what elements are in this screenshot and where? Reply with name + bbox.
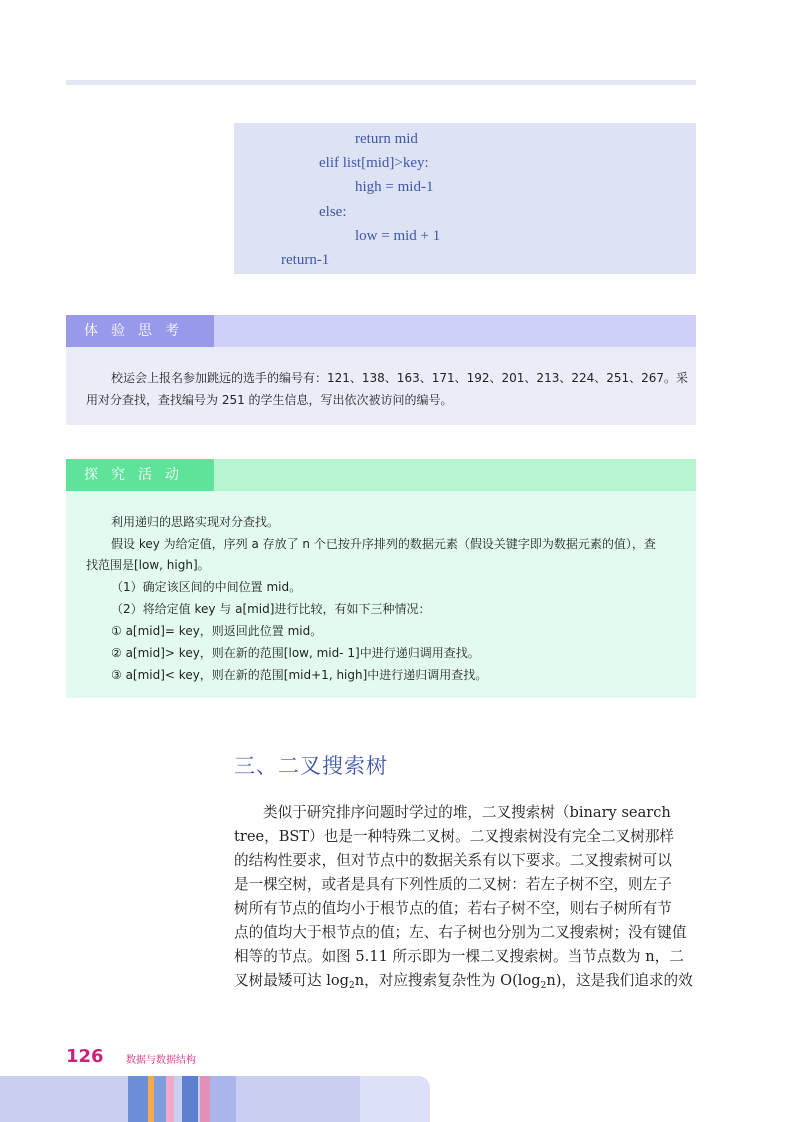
explore-label: 探究活动	[66, 459, 214, 491]
explore-text-line: ① a[mid]= key，则返回此位置 mid。	[111, 624, 323, 638]
paragraph-text: 叉树最矮可达 log	[234, 972, 349, 989]
footer-stripe	[128, 1076, 148, 1122]
code-line: high = mid-1	[355, 179, 434, 195]
explore-text-line: 假设 key 为给定值，序列 a 存放了 n 个已按升序排列的数据元素（假设关键字即为数据元素的值），查	[111, 537, 656, 551]
page-number: 126	[66, 1046, 104, 1067]
explore-text-line: （1）确定该区间的中间位置 mid。	[111, 580, 302, 594]
code-line: low = mid + 1	[355, 228, 441, 244]
book-title: 数据与数据结构	[126, 1055, 196, 1066]
explore-text-line: ③ a[mid]< key，则在新的范围[mid+1, high]中进行递归调用查找。	[111, 668, 488, 682]
explore-text-line: 利用递归的思路实现对分查找。	[111, 515, 280, 529]
explore-header	[66, 459, 696, 491]
code-line: else:	[319, 204, 347, 220]
paragraph-text: n)，这是我们追求的效	[546, 972, 693, 989]
paragraph-line: 类似于研究排序问题时学过的堆，二叉搜索树（binary search	[263, 804, 671, 821]
experience-header	[66, 315, 696, 347]
subscript: 2	[540, 981, 547, 991]
code-line: elif list[mid]>key:	[319, 155, 429, 171]
paragraph-line: 点的值均大于根节点的值；左、右子树也分别为二叉搜索树；没有键值	[234, 924, 687, 941]
experience-text-line: 用对分查找，查找编号为 251 的学生信息，写出依次被访问的编号。	[86, 393, 453, 407]
paragraph-line: 树所有节点的值均小于根节点的值；若右子树不空，则右子树所有节	[234, 900, 672, 917]
explore-text-line: 找范围是[low, high]。	[86, 558, 210, 572]
experience-box	[66, 347, 696, 425]
explore-text-line: （2）将给定值 key 与 a[mid]进行比较，有如下三种情况：	[111, 602, 431, 616]
footer-stripe	[200, 1076, 210, 1122]
experience-text-line: 校运会上报名参加跳远的选手的编号有：121、138、163、171、192、201、213、224、251、267。采	[111, 371, 689, 385]
code-block	[234, 123, 696, 274]
paragraph-line: 相等的节点。如图 5.11 所示即为一棵二叉搜索树。当节点数为 n，二	[234, 948, 684, 965]
footer-stripe	[360, 1076, 430, 1122]
footer-stripe	[210, 1076, 236, 1122]
explore-header-band	[214, 459, 696, 491]
experience-label: 体验思考	[66, 315, 214, 347]
code-line: return mid	[355, 131, 418, 147]
paragraph-text: n，对应搜索复杂性为 O(log	[354, 972, 541, 989]
footer-stripe	[166, 1076, 174, 1122]
footer-stripe	[182, 1076, 198, 1122]
footer-stripe	[154, 1076, 166, 1122]
section-heading: 三、二叉搜索树	[234, 754, 388, 778]
explore-text-line: ② a[mid]> key，则在新的范围[low, mid- 1]中进行递归调用查找。	[111, 646, 480, 660]
explore-box	[66, 491, 696, 698]
subscript: 2	[349, 981, 355, 991]
experience-header-band	[214, 315, 696, 347]
top-rule	[66, 80, 696, 85]
code-line: return-1	[281, 252, 330, 268]
paragraph-line: 是一棵空树，或者是具有下列性质的二叉树：若左子树不空，则左子	[234, 876, 672, 893]
paragraph-line-last	[234, 969, 693, 998]
paragraph-line: tree，BST）也是一种特殊二叉树。二叉搜索树没有完全二叉树那样	[234, 828, 675, 845]
paragraph-line: 的结构性要求，但对节点中的数据关系有以下要求。二叉搜索树可以	[234, 852, 672, 869]
